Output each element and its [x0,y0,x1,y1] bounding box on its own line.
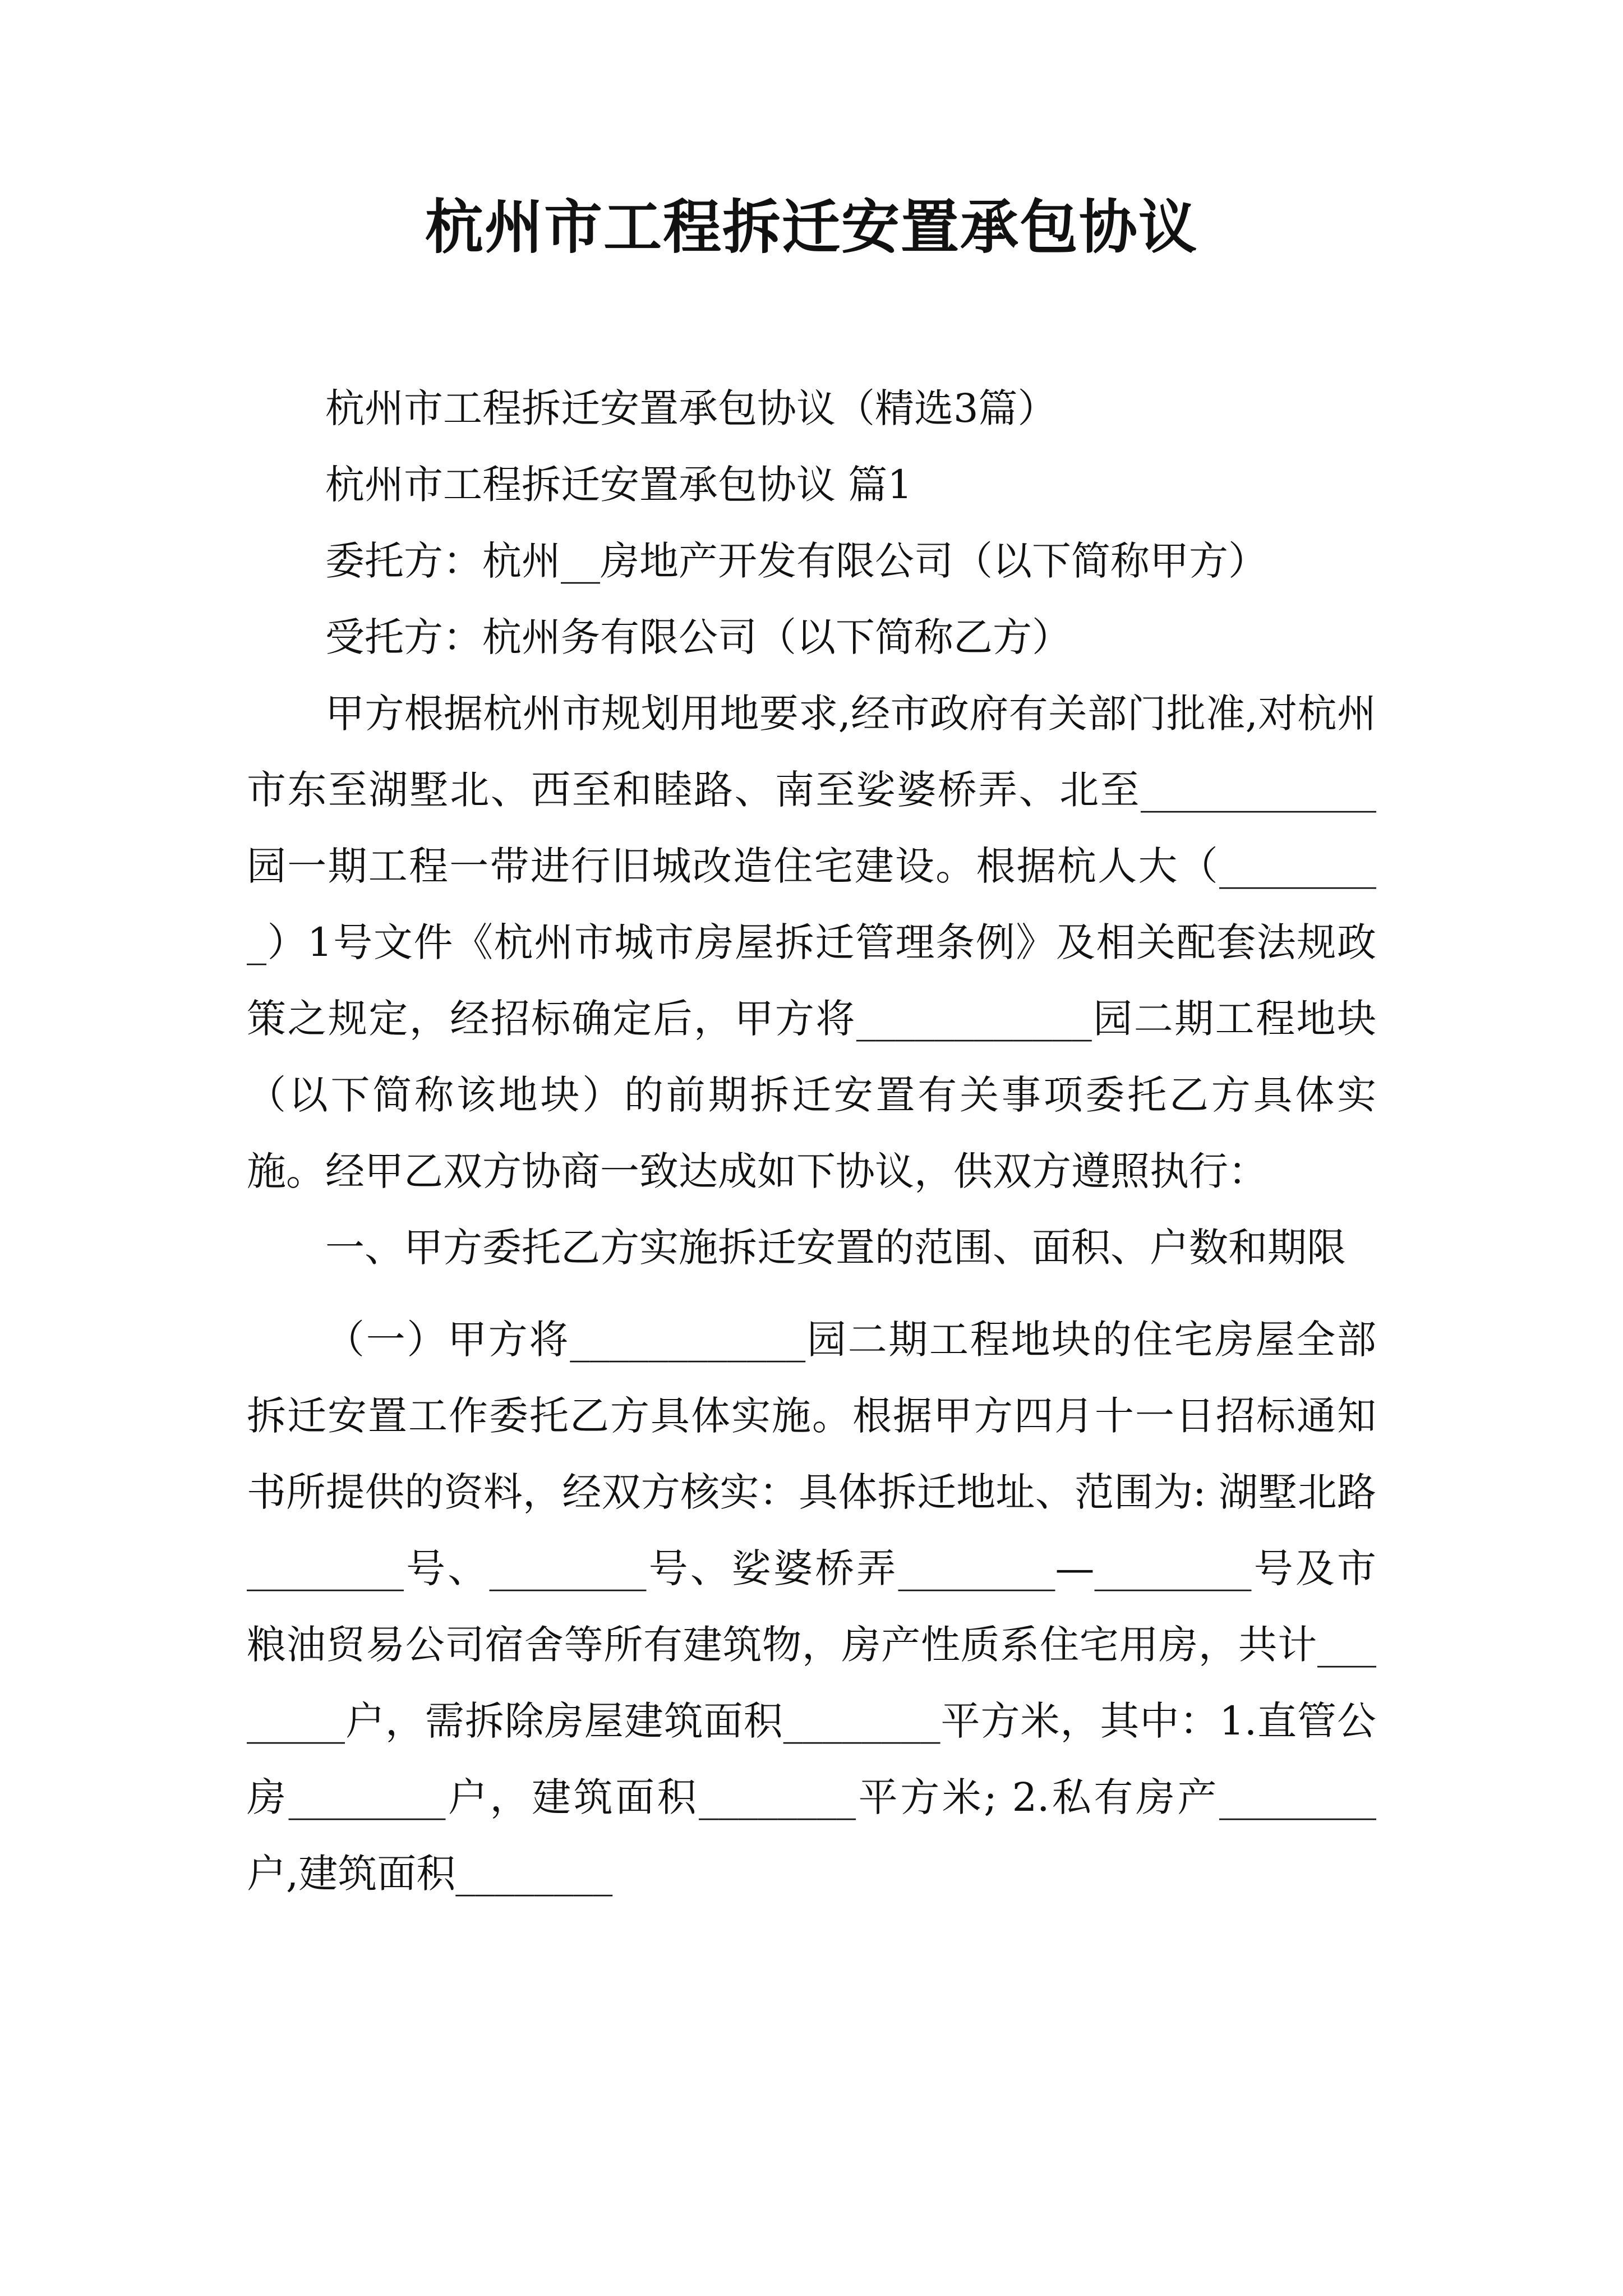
paragraph-contractor: 受托方：杭州务有限公司（以下简称乙方） [325,614,1071,660]
paragraph-section-heading: 杭州市工程拆迁安置承包协议 篇1 [325,462,912,508]
paragraph-clause-1: （一）甲方将____________园二期工程地块的住宅房屋全部拆迁安置工作委托乙方具体实施。根据甲方四月十一日招标通知书所提供的资料，经双方核实：具体拆迁地址、范围为: 湖墅北路________号、________号、娑婆桥弄________—________号及市粮油贸易公司宿舍等所有建筑物，房产性质系住宅用房，共计________户，需拆除房屋建筑面积________平方米，其中：1.直管公房________户，建筑面积________平方米; 2.私有房产________户,建筑面积________ [247,1317,1376,1897]
document-body [247,370,1376,1912]
paragraph-client: 委托方：杭州__房地产开发有限公司（以下简称甲方） [325,538,1267,584]
paragraph-preamble: 甲方根据杭州市规划用地要求,经市政府有关部门批准,对杭州市东至湖墅北、西至和睦路、南至娑婆桥弄、北至____________园一期工程一带进行旧城改造住宅建设。根据杭人大（_________）1号文件《杭州市城市房屋拆迁管理条例》及相关配套法规政策之规定，经招标确定后，甲方将____________园二期工程地块（以下简称该地块）的前期拆迁安置有关事项委托乙方具体实施。经甲乙双方协商一致达成如下协议，供双方遵照执行： [247,691,1376,1194]
paragraph-subtitle: 杭州市工程拆迁安置承包协议（精选3篇） [325,385,1057,431]
document-title: 杭州市工程拆迁安置承包协议 [425,192,1198,261]
paragraph-clause-heading: 一、甲方委托乙方实施拆迁安置的范围、面积、户数和期限 [325,1225,1346,1271]
